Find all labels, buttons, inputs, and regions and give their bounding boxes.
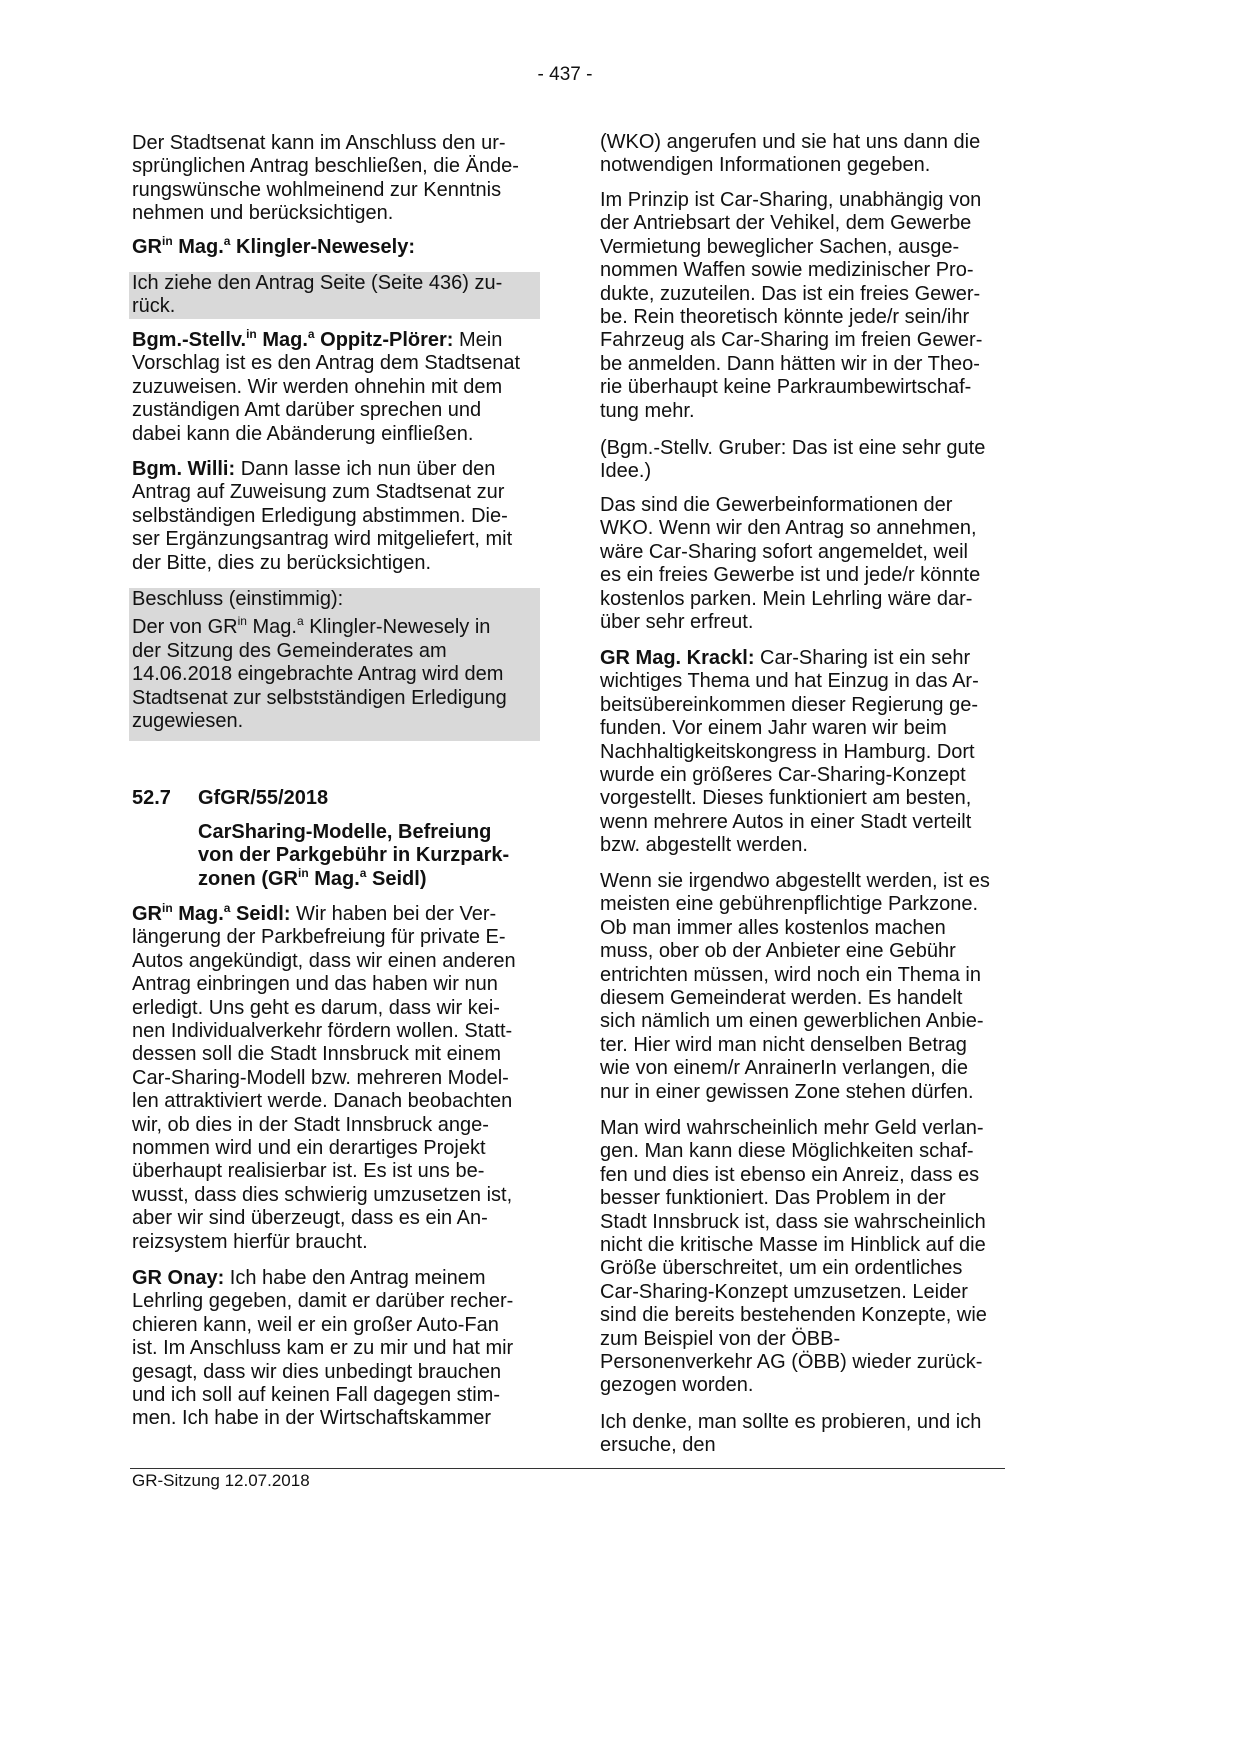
text: ter. Hier wird man nicht denselben Betrag [600,1033,967,1056]
text: Idee.) [600,460,652,483]
text: CarSharing-Modelle, Befreiung [198,821,492,843]
text-line [132,1231,542,1254]
text: Man wird wahrscheinlich mehr Geld verlan- [600,1117,984,1139]
text-line [132,588,540,611]
text-line [132,950,542,973]
text: der Sitzung des Gemeinderates am [132,639,447,662]
text-line [132,505,542,528]
text: wusst, dass dies schwierig umzusetzen ist, [132,1183,513,1206]
text: Antrag auf Zuweisung zum Stadtsenat zur [132,481,505,504]
text-line [600,940,1010,963]
text: nur in einer gewissen Zone stehen dürfen. [600,1080,974,1103]
text: nen Individualverkehr fördern wollen. Statt- [132,1020,513,1043]
speaker-name: GR Mag. Krackl: [600,647,755,669]
highlighted-statement [129,272,540,319]
text: Mein [453,329,503,351]
text: ser Ergänzungsantrag wird mitgeliefert, mit [132,528,513,551]
text: dukte, zuzuteilen. Das ist ein freies Gewer- [600,282,981,305]
text-line [600,1164,1010,1187]
speaker-name: Mag. [172,903,224,925]
text-line [132,202,542,225]
text: nicht die kritische Masse im Hinblick auf die [600,1234,986,1257]
text-line [132,1067,542,1090]
text: wie von einem/r AnrainerIn verlangen, die [600,1057,968,1080]
paragraph [600,131,1010,178]
text-line [132,687,540,710]
text: Wir haben bei der Ver- [290,903,497,925]
text: 14.06.2018 eingebrachte Antrag wird dem [132,663,504,686]
text: zuzuweisen. Wir werden ohnehin mit dem [132,375,503,398]
paragraph [600,494,1010,634]
paragraph [132,1267,542,1431]
text-line [600,987,1010,1010]
text-line [132,481,542,504]
text-line [132,399,542,422]
text-line [600,611,1010,634]
paragraph [600,1117,1010,1398]
text: Mag. [308,867,360,890]
text: Car-Sharing ist ein sehr [754,647,971,669]
text-line [132,997,542,1020]
text: reizsystem hierfür braucht. [132,1230,368,1253]
text: Ich habe den Antrag meinem [224,1267,486,1289]
text-line [132,1137,542,1160]
text: zuständigen Amt darüber sprechen und [132,399,482,422]
text: funden. Vor einem Jahr waren wir beim [600,717,947,740]
text-line [600,811,1010,834]
text: meisten eine gebührenpflichtige Parkzone. [600,893,979,916]
paragraph [132,903,542,1254]
text-line [600,1211,1010,1234]
text-line [600,1328,1010,1351]
text: Fahrzeug als Car-Sharing im freien Gewer- [600,329,983,352]
text-line [600,964,1010,987]
speaker-name: GR [132,903,162,925]
section-title [198,821,509,891]
text: nommen wird und ein derartiges Projekt [132,1137,486,1160]
text: beitsübereinkommen dieser Regierung ge- [600,693,978,716]
text-line [600,1434,1010,1457]
text-line [600,834,1010,857]
text: Lehrling gegeben, damit er darüber recher- [132,1290,514,1313]
text: men. Ich habe in der Wirtschaftskammer [132,1407,492,1430]
text-line [132,1207,542,1230]
paragraph [600,1411,1010,1458]
text-line [132,423,542,446]
text: zonen (GR [198,867,298,890]
text: Personenverkehr AG (ÖBB) wieder zurück- [600,1351,983,1374]
text-line [600,1010,1010,1033]
text-line [132,903,542,926]
speaker-name: Klingler-Newesely: [230,236,415,258]
text-line [198,844,509,867]
paragraph [132,458,542,575]
text-line [600,670,1010,693]
paragraph [132,132,542,226]
text-line [600,1351,1010,1374]
speaker-name: in [246,327,257,341]
text: es ein freies Gewerbe ist und jede/r könnte [600,564,981,587]
text-line [132,926,542,949]
speaker-name: GR [132,236,162,258]
text-line [600,764,1010,787]
footer-text: GR-Sitzung 12.07.2018 [132,1471,310,1490]
text-line [600,1281,1010,1304]
text-line [132,1407,542,1430]
speaker-name: Oppitz-Plörer: [314,329,454,351]
text: be anmelden. Dann hätten wir in der Theo- [600,352,980,375]
text: gesagt, dass wir dies unbedingt brauchen [132,1360,502,1383]
text-line [600,494,1010,517]
section-code: GfGR/55/2018 [198,787,329,809]
text-line [132,1114,542,1137]
text-line [600,517,1010,540]
text: sind die bereits bestehenden Konzepte, wie [600,1304,987,1327]
text: Mag. [246,616,297,639]
text: nehmen und berücksichtigen. [132,202,394,225]
footer-divider [130,1468,1005,1469]
speaker-name: Seidl: [230,903,291,925]
speaker-name: Bgm. Willi: [132,458,236,480]
text-line [600,236,1010,259]
text: besser funktioniert. Das Problem in der [600,1187,946,1210]
text-line [132,1337,542,1360]
text: rie überhaupt keine Parkraumbewirtschaf- [600,376,972,399]
text: Autos angekündigt, dass wir einen anderen [132,949,516,972]
text-line [132,1314,542,1337]
text: WKO. Wenn wir den Antrag so annehmen, [600,517,977,540]
text-line [600,329,1010,352]
text-line [132,1384,542,1407]
text-line [600,1411,1010,1434]
text: a [359,865,367,880]
text: Ich ziehe den Antrag Seite (Seite 436) zu- [132,272,503,294]
text: zum Beispiel von der ÖBB- [600,1327,841,1350]
page-number: - 437 - [537,64,593,85]
text-line [600,353,1010,376]
paragraph [600,647,1010,858]
text: diesem Gemeinderat werden. Es handelt [600,987,963,1010]
text: dabei kann die Abänderung einfließen. [132,422,474,445]
paragraph [600,189,1010,423]
text-line [132,1043,542,1066]
text-line [600,306,1010,329]
text: in [298,865,309,880]
text-line [600,1140,1010,1163]
text: aber wir sind überzeugt, dass es ein An- [132,1207,488,1230]
text: Der von GR [132,616,238,639]
text: chieren kann, weil er ein großer Auto-Fan [132,1313,499,1336]
text: Car-Sharing-Modell bzw. mehreren Model- [132,1066,509,1089]
text-line [600,893,1010,916]
paragraph [600,870,1010,1104]
text-line [132,458,542,481]
text-line [600,741,1010,764]
text: wir, ob dies in der Stadt Innsbruck ange- [132,1113,489,1136]
text: sprünglichen Antrag beschließen, die Ände- [132,155,519,178]
text: der Bitte, dies zu berücksichtigen. [132,551,432,574]
text: dessen soll die Stadt Innsbruck mit einem [132,1043,502,1066]
text: nommen Waffen sowie medizinischer Pro- [600,259,974,282]
text-line [132,1267,542,1290]
text: notwendigen Informationen gegeben. [600,154,931,177]
text: wurde ein größeres Car-Sharing-Konzept [600,764,966,787]
text-line [132,663,540,686]
text-line [600,787,1010,810]
text: Nachhaltigkeitskongress in Hamburg. Dort [600,740,975,763]
resolution-box [129,588,540,741]
text: Im Prinzip ist Car-Sharing, unabhängig von [600,189,982,211]
text: gen. Man kann diese Möglichkeiten schaf- [600,1140,974,1163]
text: Beschluss (einstimmig): [132,588,344,610]
text-line [600,131,1010,154]
text-line [600,259,1010,282]
text: Wenn sie irgendwo abgestellt werden, ist es [600,870,990,892]
section-number: 52.7 [132,787,171,809]
interjection [600,437,1010,484]
text-line [600,588,1010,611]
text: überhaupt realisierbar ist. Es ist uns be- [132,1160,485,1183]
text: ist. Im Anschluss kam er zu mir und hat mir [132,1337,514,1360]
text: (Bgm.-Stellv. Gruber: Das ist eine sehr gute [600,437,986,459]
speaker-name: in [162,234,173,248]
text-line [600,1081,1010,1104]
text: wäre Car-Sharing sofort angemeldet, weil [600,540,968,563]
text: gezogen worden. [600,1374,754,1397]
speaker-name: a [223,901,231,915]
text-line [132,616,540,639]
text: fen und dies ist ebenso ein Anreiz, dass es [600,1163,980,1186]
text-line [600,1187,1010,1210]
text-line [600,1257,1010,1280]
text-line [132,710,540,733]
text: Klingler-Newesely in [303,616,491,639]
text-line [600,1057,1010,1080]
text-line [132,1160,542,1183]
text-line [132,155,542,178]
speaker-name: Bgm.-Stellv. [132,329,247,351]
text-line [132,179,542,202]
text: wenn mehrere Autos in einer Stadt verteilt [600,810,972,833]
text: von der Parkgebühr in Kurzpark- [198,844,510,867]
text: Antrag einbringen und das haben wir nun [132,973,498,996]
text-line [600,189,1010,212]
text: Vorschlag ist es den Antrag dem Stadtsenat [132,352,521,375]
text: selbständigen Erledigung abstimmen. Die- [132,504,508,527]
text-line [600,694,1010,717]
text: über sehr erfreut. [600,611,754,634]
text: Das sind die Gewerbeinformationen der [600,494,953,516]
text: ersuche, den [600,1434,716,1457]
text: kostenlos parken. Mein Lehrling wäre dar- [600,587,973,610]
text: a [296,614,304,629]
text: Größe überschreitet, um ein ordentliches [600,1257,963,1280]
speaker-name: a [223,234,231,248]
text: wichtiges Thema und hat Einzug in das Ar- [600,670,979,693]
text-line [132,1290,542,1313]
text: Car-Sharing-Konzept umzusetzen. Leider [600,1280,968,1303]
text-line [132,552,542,575]
text: bzw. abgestellt werden. [600,834,808,857]
text-line [132,352,542,375]
text-line [600,460,1010,483]
text: erledigt. Uns geht es darum, dass wir kei- [132,996,500,1019]
text: vorgestellt. Dieses funktioniert am besten, [600,787,972,810]
text: Vermietung beweglicher Sachen, ausge- [600,235,960,258]
text-line [600,154,1010,177]
text-line [132,1184,542,1207]
text-line [132,132,542,155]
text-line [132,973,542,996]
text: der Antriebsart der Vehikel, dem Gewerbe [600,212,972,235]
text-line [132,329,542,352]
text-line [600,564,1010,587]
speaker-heading [132,236,542,259]
text-line [132,376,542,399]
text: Ich denke, man sollte es probieren, und ich [600,1411,982,1433]
text-line [600,1117,1010,1140]
speaker-name: Mag. [172,236,224,258]
text: zugewiesen. [132,710,244,733]
text: tung mehr. [600,399,695,422]
text: rungswünsche wohlmeinend zur Kenntnis [132,178,502,201]
text-line [600,376,1010,399]
text-line [600,1304,1010,1327]
text-line [600,1374,1010,1397]
text-line [600,717,1010,740]
text-line [132,1361,542,1384]
text-line [132,528,542,551]
text-line [132,1020,542,1043]
text-line [600,400,1010,423]
text: len attraktiviert werde. Danach beobachten [132,1090,513,1113]
text-line [132,236,542,259]
text-line [600,437,1010,460]
text: be. Rein theoretisch könnte jede/r sein/ihr [600,306,970,329]
text: Der Stadtsenat kann im Anschluss den ur- [132,132,506,154]
text-line [600,541,1010,564]
text: und ich soll auf keinen Fall dagegen stim- [132,1384,500,1407]
text-line [132,272,540,295]
speaker-name: Mag. [256,329,308,351]
text: Stadt Innsbruck ist, dass sie wahrscheinlich [600,1210,986,1233]
text: muss, ober ob der Anbieter eine Gebühr [600,940,956,963]
text: Ob man immer alles kostenlos machen [600,916,946,939]
speaker-name: in [162,901,173,915]
speaker-name: GR Onay: [132,1267,225,1289]
text: sich nämlich um einen gewerblichen Anbie- [600,1010,984,1033]
paragraph [132,329,542,446]
text-line [600,917,1010,940]
text: entrichten müssen, wird noch ein Thema in [600,963,981,986]
text: rück. [132,295,176,318]
text-line [198,821,509,844]
text: Seidl) [366,867,427,890]
text: in [237,614,247,629]
text-line [600,1234,1010,1257]
text-line [198,865,509,891]
text-line [600,1034,1010,1057]
text: Dann lasse ich nun über den [235,458,496,480]
text-line [132,295,540,318]
text: Stadtsenat zur selbstständigen Erledigung [132,686,507,709]
text-line [132,640,540,663]
text-line [600,647,1010,670]
text-line [600,870,1010,893]
text-line [600,283,1010,306]
text-line [600,212,1010,235]
speaker-name: a [307,327,315,341]
text: (WKO) angerufen und sie hat uns dann die [600,131,981,153]
text: längerung der Parkbefreiung für private E- [132,926,506,949]
text-line [132,1090,542,1113]
